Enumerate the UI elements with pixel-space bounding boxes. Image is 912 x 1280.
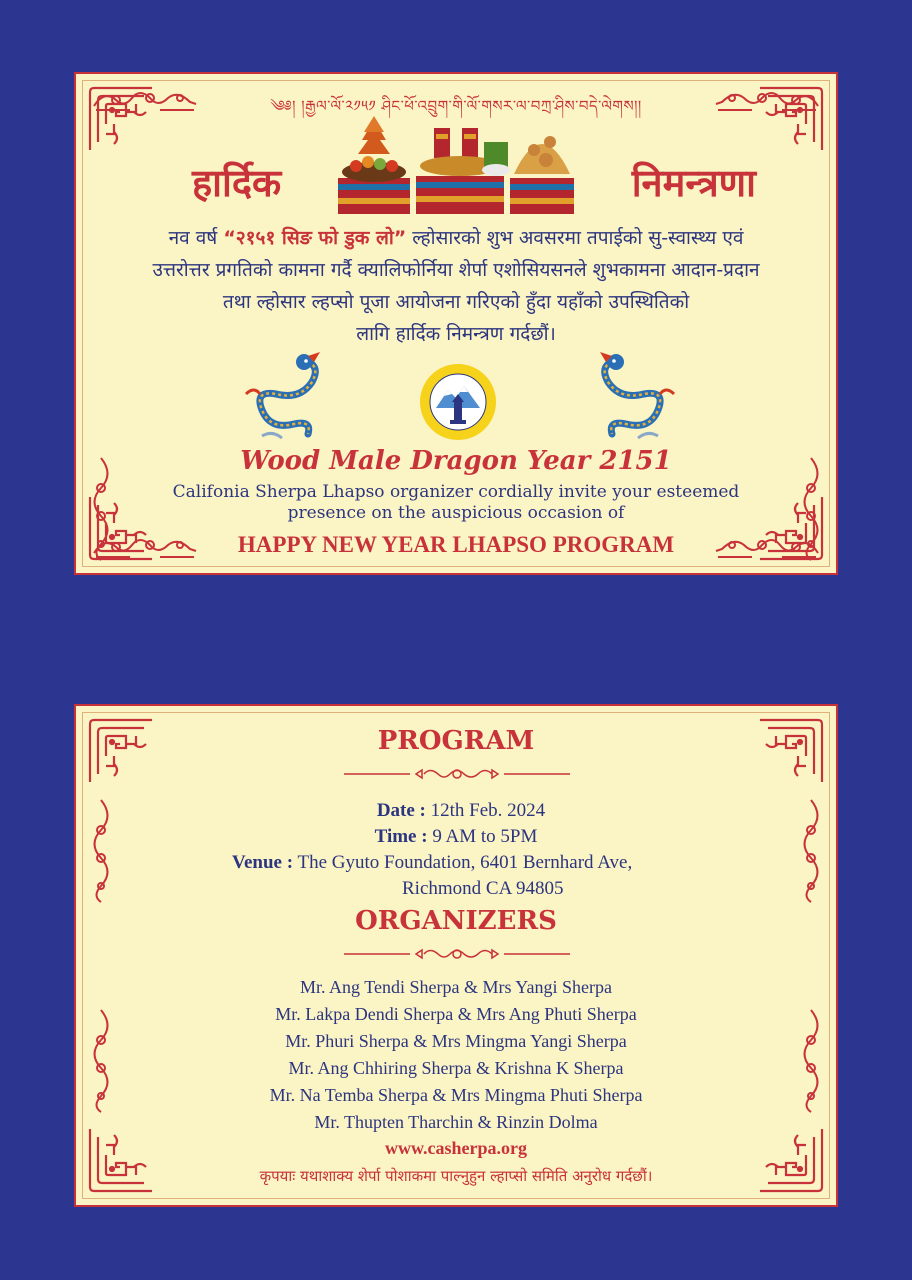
program-name: HAPPY NEW YEAR LHAPSO PROGRAM bbox=[237, 532, 675, 557]
program-card bbox=[74, 704, 838, 1207]
nepali-message bbox=[106, 222, 806, 350]
ornamental-divider-icon bbox=[344, 766, 570, 782]
organizer-item: Mr. Thupten Tharchin & Rinzin Dolma bbox=[314, 1112, 598, 1132]
venue-line-2: Richmond CA 94805 bbox=[402, 878, 564, 899]
nepali-text: नव वर्ष bbox=[168, 227, 224, 249]
program-heading: PROGRAM bbox=[377, 726, 535, 756]
invitation-line: presence on the auspicious occasion of bbox=[287, 503, 625, 523]
nepali-text: तथा ल्होसार ल्हप्सो पूजा आयोजना गरिएको हुँदा यहाँको उपस्थितिको bbox=[222, 291, 690, 313]
nepali-text: उत्तरोत्तर प्रगतिको कामना गर्दै क्यालिफोर्निया शेर्पा एशोसियसनले शुभकामना आदान-प्रदान bbox=[152, 259, 760, 281]
dragon-icon bbox=[588, 350, 678, 442]
time-value: 9 AM to 5PM bbox=[432, 826, 538, 847]
event-details bbox=[76, 798, 836, 902]
title-hardik: हार्दिक bbox=[192, 161, 282, 205]
invitation-card bbox=[74, 72, 838, 575]
tibetan-greeting: ༄༅། །རྒྱལ་ལོ་༢༡༥༡ ཤིང་ཕོ་འབྲུག་གི་ལོ་གསར་ལ་བཀྲ་ཤིས་བདེ་ལེགས།། bbox=[270, 97, 642, 115]
dragon-icon bbox=[242, 350, 332, 442]
website-link[interactable]: www.casherpa.org bbox=[385, 1138, 527, 1158]
nepali-text: लागि हार्दिक निमन्त्रण गर्दछौं। bbox=[356, 323, 556, 345]
organizer-item: Mr. Ang Tendi Sherpa & Mrs Yangi Sherpa bbox=[300, 977, 612, 997]
nepali-text: ल्होसारको शुभ अवसरमा तपाईको सु-स्वास्थ्य एवं bbox=[406, 227, 744, 249]
ornamental-divider-icon bbox=[344, 946, 570, 962]
venue-line-1: The Gyuto Foundation, 6401 Bernhard Ave, bbox=[297, 852, 633, 873]
organizers-heading: ORGANIZERS bbox=[355, 906, 557, 936]
organizers-list bbox=[76, 974, 836, 1136]
title-nimantrana: निमन्त्रणा bbox=[631, 161, 756, 205]
organizer-item: Mr. Phuri Sherpa & Mrs Mingma Yangi Sherpa bbox=[285, 1031, 627, 1051]
organizer-item: Mr. Na Temba Sherpa & Mrs Mingma Phuti Sherpa bbox=[269, 1085, 643, 1105]
nepali-year-highlight: “२१५१ सिङ फो डुक लो” bbox=[223, 227, 407, 249]
date-row bbox=[76, 798, 836, 824]
losar-offering-image bbox=[334, 114, 578, 218]
organizer-item: Mr. Lakpa Dendi Sherpa & Mrs Ang Phuti Sherpa bbox=[275, 1004, 637, 1024]
invitation-line: Califonia Sherpa Lhapso organizer cordially invite your esteemed bbox=[172, 482, 740, 502]
venue-row bbox=[76, 850, 836, 876]
association-logo bbox=[418, 362, 498, 442]
date-value: 12th Feb. 2024 bbox=[430, 800, 546, 821]
year-title: Wood Male Dragon Year 2151 bbox=[240, 446, 672, 476]
venue-row-2 bbox=[76, 876, 836, 902]
organizer-item: Mr. Ang Chhiring Sherpa & Krishna K Sherpa bbox=[288, 1058, 624, 1078]
date-label: Date : bbox=[376, 800, 426, 821]
invitation-text bbox=[136, 482, 776, 524]
dress-request-note: कृपयाः यथाशाक्य शेर्पा पोशाकमा पाल्नुहुन ल्हाप्सो समिति अनुरोध गर्दछौं। bbox=[259, 1167, 653, 1185]
time-label: Time : bbox=[374, 826, 428, 847]
time-row bbox=[76, 824, 836, 850]
venue-label: Venue : bbox=[232, 852, 294, 873]
